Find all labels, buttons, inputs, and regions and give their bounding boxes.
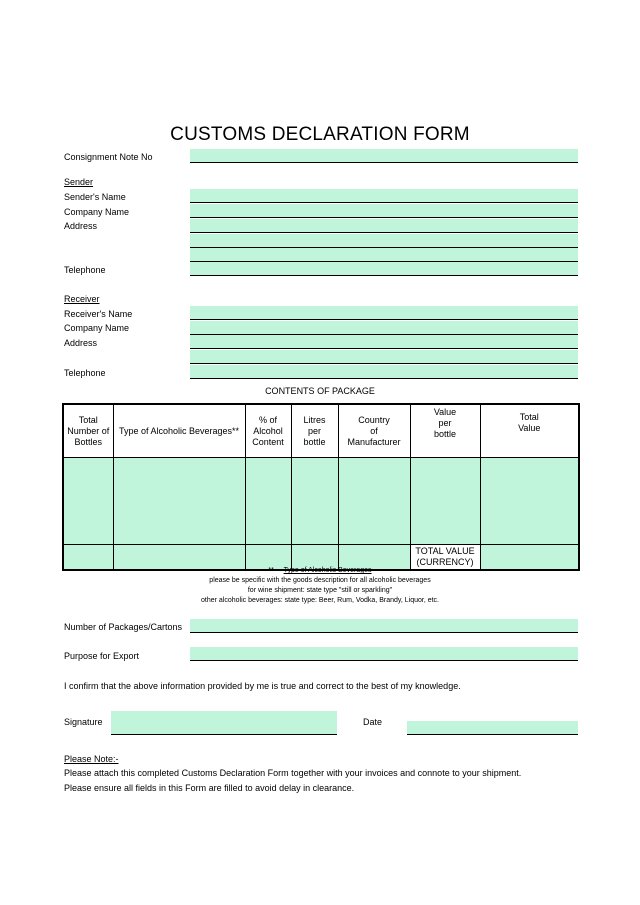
contents-header-row (63, 404, 579, 458)
please-note-heading: Please Note:- (64, 754, 119, 764)
contents-heading: CONTENTS OF PACKAGE (265, 386, 375, 396)
sender-address-field-2[interactable] (190, 234, 578, 248)
footnote-line-1: please be specific with the goods description for all alcoholic beverages (209, 577, 431, 584)
footnote-marker: ** (268, 567, 274, 574)
receiver-telephone-field[interactable] (190, 365, 578, 379)
col-total-bottles: Total Number of Bottles (63, 404, 113, 458)
sender-heading: Sender (64, 177, 94, 187)
packages-field[interactable] (190, 619, 578, 633)
receiver-address-field-1[interactable] (190, 335, 578, 349)
footnote-heading (0, 566, 640, 576)
consignment-note-label: Consignment Note No (64, 152, 153, 162)
consignment-note-field[interactable] (190, 149, 578, 163)
footnote-line-2: for wine shipment: state type "still or sparkling" (247, 587, 393, 594)
please-note-line-1: Please attach this completed Customs Declaration Form together with your invoices and connote to your shipment. (64, 768, 522, 778)
signature-field[interactable] (111, 711, 337, 735)
footnote-title: Type of Alcoholic Beverages (283, 567, 372, 574)
signature-label: Signature (64, 717, 103, 727)
col-value-per-bottle: Value per bottle (410, 404, 480, 458)
form-title: CUSTOMS DECLARATION FORM (170, 124, 470, 145)
sender-address-field-1[interactable] (190, 219, 578, 233)
col-total-value: Total Value (480, 404, 579, 458)
total-bottles-cell[interactable] (63, 458, 113, 545)
receiver-address-label: Address (64, 338, 98, 348)
sender-name-label: Sender's Name (64, 192, 126, 202)
sender-telephone-label: Telephone (64, 265, 106, 275)
date-label: Date (363, 717, 383, 727)
sender-telephone-field[interactable] (190, 262, 578, 276)
sender-name-field[interactable] (190, 189, 578, 203)
please-note-line-2: Please ensure all fields in this Form are filled to avoid delay in clearance. (64, 783, 355, 793)
total-value-label: TOTAL VALUE (CURRENCY) (410, 545, 480, 571)
footnote-line-3: other alcoholic beverages: state type: Beer, Rum, Vodka, Brandy, Liquor, etc. (200, 597, 439, 604)
purpose-label: Purpose for Export (64, 651, 140, 661)
sender-company-field[interactable] (190, 204, 578, 218)
alcohol-content-cell[interactable] (245, 458, 291, 545)
country-cell[interactable] (338, 458, 410, 545)
receiver-company-label: Company Name (64, 323, 130, 333)
value-per-bottle-cell[interactable] (410, 458, 480, 545)
receiver-heading: Receiver (64, 294, 100, 304)
beverage-type-cell[interactable] (113, 458, 245, 545)
contents-table (62, 403, 580, 571)
total-value-cell[interactable] (480, 458, 579, 545)
confirmation-text: I confirm that the above information provided by me is true and correct to the best of my knowledge. (64, 681, 461, 691)
sender-company-label: Company Name (64, 207, 130, 217)
purpose-field[interactable] (190, 647, 578, 661)
col-litres-per-bottle: Litres per bottle (291, 404, 338, 458)
col-alcohol-content: % of Alcohol Content (245, 404, 291, 458)
contents-entry-row (63, 458, 579, 545)
receiver-name-field[interactable] (190, 306, 578, 320)
sender-address-field-3[interactable] (190, 248, 578, 262)
packages-label: Number of Packages/Cartons (64, 622, 183, 632)
sender-address-label: Address (64, 221, 98, 231)
receiver-company-field[interactable] (190, 321, 578, 335)
col-country: Country of Manufacturer (338, 404, 410, 458)
col-beverage-type: Type of Alcoholic Beverages** (113, 404, 245, 458)
receiver-telephone-label: Telephone (64, 368, 106, 378)
litres-cell[interactable] (291, 458, 338, 545)
date-field[interactable] (407, 721, 578, 735)
receiver-name-label: Receiver's Name (64, 309, 133, 319)
receiver-address-field-2[interactable] (190, 350, 578, 364)
